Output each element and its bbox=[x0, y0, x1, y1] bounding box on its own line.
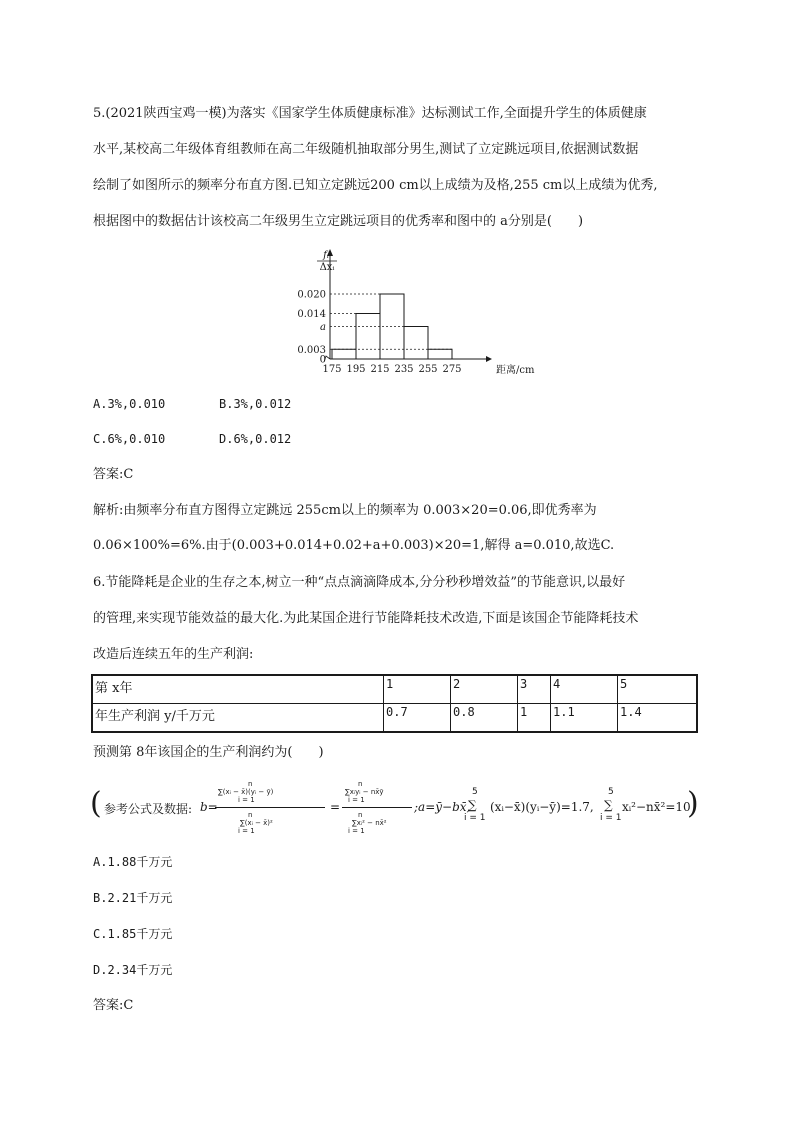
q6-stem-line3: 改造后连续五年的生产利润: bbox=[93, 647, 254, 662]
histogram-bar bbox=[332, 349, 356, 359]
histogram-axes bbox=[324, 249, 492, 362]
fraction2-denominator: ∑xᵢ² − nx̄² bbox=[352, 819, 387, 827]
x-axis-arrow bbox=[486, 356, 492, 362]
reference-formula bbox=[90, 778, 700, 834]
table-cell: 1.4 bbox=[618, 704, 698, 733]
sum-lower-i1: i = 1 bbox=[348, 796, 365, 804]
x-tick-label: 175 bbox=[322, 364, 342, 375]
y-axis-label-bottom: Δxᵢ bbox=[319, 262, 335, 273]
sum-lower-i1: i = 1 bbox=[348, 827, 365, 835]
sum-upper-n: n bbox=[248, 811, 253, 819]
sum-upper-5: 5 bbox=[608, 787, 614, 797]
q5-stem-line4: 根据图中的数据估计该校高二年级男生立定跳远项目的优秀率和图中的 a分别是( ) bbox=[93, 214, 584, 229]
table-cell: 4 bbox=[551, 675, 618, 704]
q6-option-c: C.1.85千万元 bbox=[93, 927, 173, 941]
q5-option-d: D.6%,0.012 bbox=[219, 432, 292, 446]
fraction2-bar bbox=[342, 807, 412, 808]
histogram-bar bbox=[428, 349, 452, 359]
histogram-bar bbox=[404, 327, 428, 360]
histogram-labels bbox=[297, 250, 535, 376]
y-tick-label: a bbox=[320, 322, 326, 333]
q5-analysis-line2: 0.06×100%=6%.由于(0.003+0.014+0.02+a+0.003)×20=1,解得 a=0.010,故选C. bbox=[93, 538, 615, 553]
sum-lower-i1: i = 1 bbox=[238, 796, 255, 804]
sum-upper-n: n bbox=[358, 780, 363, 788]
q5-answer: 答案:C bbox=[93, 467, 134, 482]
sigma-symbol: ∑ bbox=[468, 798, 477, 812]
fraction2-numerator: ∑xᵢyᵢ − nx̄ȳ bbox=[345, 788, 384, 796]
profit-table bbox=[91, 674, 698, 733]
formula-data-covariance: (xᵢ−x̄)(yᵢ−ȳ)=1.7, bbox=[490, 800, 594, 814]
q5-option-a: A.3%,0.010 bbox=[93, 397, 166, 411]
sum-upper-n: n bbox=[358, 811, 363, 819]
q6-option-a: A.1.88千万元 bbox=[93, 855, 173, 869]
q5-option-c: C.6%,0.010 bbox=[93, 432, 166, 446]
q5-analysis-line1: 解析:由频率分布直方图得立定跳远 255cm以上的频率为 0.003×20=0.06,即优秀率为 bbox=[93, 503, 597, 518]
q6-option-d: D.2.34千万元 bbox=[93, 963, 173, 977]
fraction1-bar bbox=[215, 807, 325, 808]
x-axis-label: 距离/cm bbox=[496, 365, 535, 376]
table-header-year: 第 x年 bbox=[92, 675, 384, 704]
q6-stem-line2: 的管理,来实现节能效益的最大化.为此某国企进行节能降耗技术改造,下面是该国企节能降耗技术 bbox=[93, 611, 639, 626]
sum-upper-5: 5 bbox=[472, 787, 478, 797]
table-cell: 1.1 bbox=[551, 704, 618, 733]
sigma-symbol: ∑ bbox=[604, 798, 613, 812]
frequency-histogram bbox=[297, 246, 535, 378]
sum-upper-n: n bbox=[248, 780, 253, 788]
table-cell: 1 bbox=[384, 675, 451, 704]
q5-option-b: B.3%,0.012 bbox=[219, 397, 292, 411]
y-tick-label: 0.020 bbox=[297, 289, 326, 301]
q5-stem-line1: 5.(2021陕西宝鸡一模)为落实《国家学生体质健康标准》达标测试工作,全面提升学生的体质健康 bbox=[93, 106, 647, 121]
histogram-bar bbox=[356, 314, 380, 360]
table-cell: 5 bbox=[618, 675, 698, 704]
sum-lower-i1: i = 1 bbox=[238, 827, 255, 835]
x-tick-label: 215 bbox=[370, 364, 390, 375]
x-tick-label: 235 bbox=[394, 364, 414, 375]
table-cell: 2 bbox=[451, 675, 518, 704]
y-tick-label: 0.014 bbox=[297, 309, 326, 320]
fraction1-denominator: ∑(xᵢ − x̄)² bbox=[240, 819, 273, 827]
y-axis-label-top: fᵢ bbox=[323, 250, 329, 261]
x-tick-label: 195 bbox=[346, 364, 366, 375]
fraction1-numerator: ∑(xᵢ − x̄)(yᵢ − ȳ) bbox=[218, 788, 274, 796]
table-cell: 0.7 bbox=[384, 704, 451, 733]
formula-open-paren: ( bbox=[90, 786, 102, 821]
table-cell: 0.8 bbox=[451, 704, 518, 733]
table-row bbox=[92, 675, 697, 704]
formula-a-hat: ;a=ȳ−bx̄, bbox=[414, 800, 471, 814]
y-tick-label: 0 bbox=[319, 354, 326, 366]
table-row bbox=[92, 704, 697, 733]
table-header-profit: 年生产利润 y/千万元 bbox=[92, 704, 384, 733]
y-tick-label: 0.003 bbox=[297, 344, 326, 356]
formula-close-paren: ) bbox=[687, 786, 699, 821]
formula-equals: = bbox=[330, 800, 341, 814]
x-tick-label: 275 bbox=[442, 364, 462, 375]
q6-stem-line1: 6.节能降耗是企业的生存之本,树立一种“点点滴滴降成本,分分秒秒增效益”的节能意识,以最好 bbox=[93, 575, 626, 590]
formula-data-variance: xᵢ²−nx̄²=10 bbox=[622, 800, 691, 814]
sum-lower-i1: i = 1 bbox=[464, 813, 486, 823]
q5-stem-line3: 绘制了如图所示的频率分布直方图.已知立定跳远200 cm以上成绩为及格,255 cm以上成绩为优秀, bbox=[93, 178, 658, 193]
q6-question: 预测第 8年该国企的生产利润约为( ) bbox=[93, 745, 324, 760]
x-tick-label: 255 bbox=[418, 364, 438, 375]
q5-stem-line2: 水平,某校高二年级体育组教师在高二年级随机抽取部分男生,测试了立定跳远项目,依据测试数据 bbox=[93, 142, 639, 157]
sum-lower-i1: i = 1 bbox=[600, 813, 622, 823]
table-cell: 3 bbox=[518, 675, 551, 704]
formula-b-hat: b= bbox=[200, 800, 218, 814]
q6-answer: 答案:C bbox=[93, 998, 134, 1013]
table-cell: 1 bbox=[518, 704, 551, 733]
formula-intro: 参考公式及数据: bbox=[104, 802, 193, 816]
q6-option-b: B.2.21千万元 bbox=[93, 891, 173, 905]
